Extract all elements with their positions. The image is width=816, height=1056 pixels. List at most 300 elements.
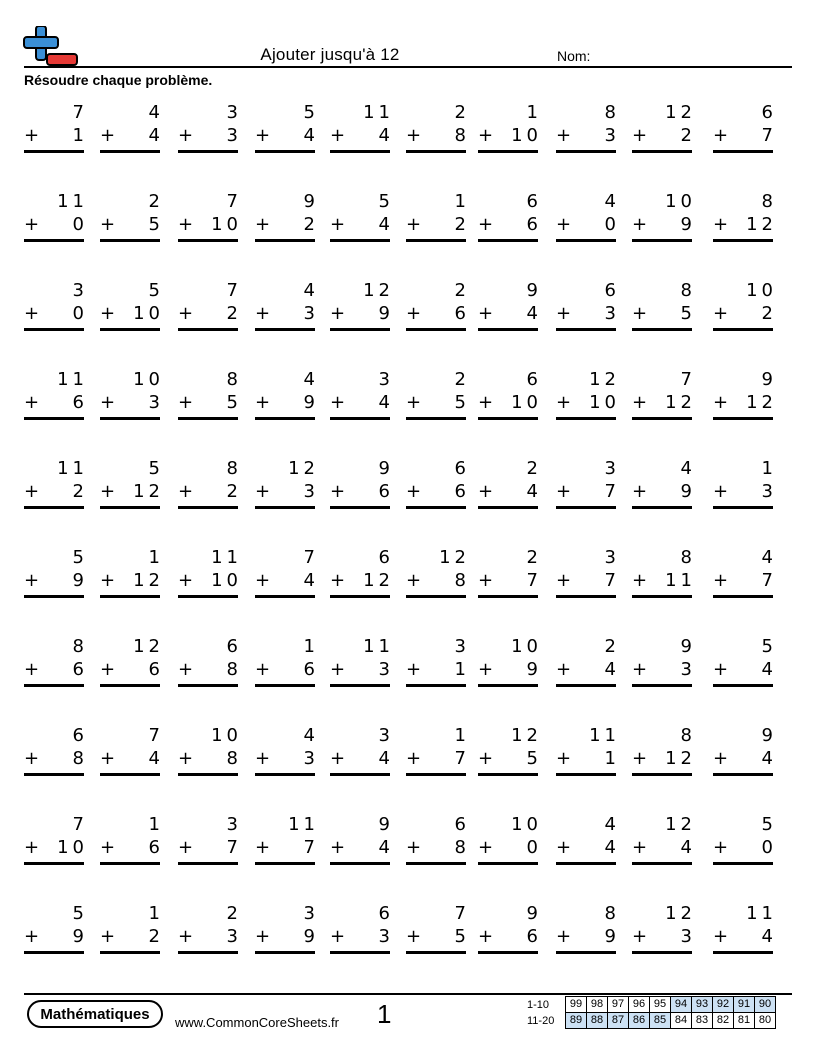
addend-bottom-line (478, 747, 542, 770)
plus-sign: + (330, 481, 346, 502)
addend-bottom: 4 (378, 837, 394, 858)
addition-problem (255, 101, 319, 161)
plus-sign: + (24, 214, 40, 235)
addend-top-line (406, 279, 470, 302)
addend-bottom: 9 (680, 214, 696, 235)
addition-problem (255, 457, 319, 517)
addition-problem (100, 368, 164, 428)
addition-problem (713, 279, 777, 339)
addend-bottom-line (713, 925, 777, 948)
answer-rule (178, 150, 238, 153)
addition-problem (478, 635, 542, 695)
answer-rule (406, 417, 466, 420)
plus-sign: + (100, 214, 116, 235)
answer-rule (478, 328, 538, 331)
answer-rule (255, 951, 315, 954)
addend-bottom: 3 (226, 926, 242, 947)
addend-bottom-line (178, 569, 242, 592)
addend-top-line (178, 190, 242, 213)
addend-top-line (100, 368, 164, 391)
answer-rule (406, 150, 466, 153)
addend-bottom: 0 (604, 214, 620, 235)
addend-bottom: 4 (378, 748, 394, 769)
addend-bottom-line (330, 124, 394, 147)
addend-bottom-line (100, 836, 164, 859)
addend-top-line (178, 813, 242, 836)
addition-problem (406, 546, 470, 606)
plus-sign: + (556, 125, 572, 146)
addend-bottom: 3 (303, 481, 319, 502)
addend-top-line (556, 101, 620, 124)
addend-bottom-line (478, 925, 542, 948)
addend-top-line (556, 813, 620, 836)
addend-top: 7 (680, 369, 696, 390)
addend-top: 7 (72, 814, 88, 835)
addend-top: 11 (211, 547, 242, 568)
addend-top-line (255, 101, 319, 124)
addend-bottom: 10 (211, 570, 242, 591)
addition-problem (478, 813, 542, 873)
addend-bottom-line (255, 925, 319, 948)
answer-rule (330, 684, 390, 687)
addend-top: 6 (604, 280, 620, 301)
addend-bottom-line (178, 391, 242, 414)
addend-bottom-line (100, 124, 164, 147)
plus-sign: + (713, 125, 729, 146)
answer-rule (100, 239, 160, 242)
plus-sign: + (24, 748, 40, 769)
addend-bottom-line (330, 480, 394, 503)
addend-bottom: 4 (303, 570, 319, 591)
addition-problem (632, 635, 696, 695)
addend-bottom-line (255, 480, 319, 503)
addition-problem (478, 190, 542, 250)
plus-sign: + (478, 659, 494, 680)
addend-top: 12 (665, 814, 696, 835)
addend-bottom: 10 (511, 392, 542, 413)
addition-problem (406, 457, 470, 517)
addition-problem (330, 279, 394, 339)
addend-top: 8 (680, 280, 696, 301)
addend-top-line (178, 368, 242, 391)
addend-top-line (632, 457, 696, 480)
addend-bottom-line (178, 213, 242, 236)
plus-sign: + (255, 303, 271, 324)
addend-top: 6 (226, 636, 242, 657)
addition-problem (632, 457, 696, 517)
addition-problem (478, 279, 542, 339)
addend-top-line (713, 190, 777, 213)
addend-bottom: 11 (665, 570, 696, 591)
score-cell: 88 (587, 1013, 608, 1029)
score-cell: 87 (608, 1013, 629, 1029)
addend-bottom-line (100, 925, 164, 948)
addend-top-line (632, 279, 696, 302)
addend-bottom: 8 (226, 748, 242, 769)
addend-bottom: 6 (72, 392, 88, 413)
addend-bottom-line (24, 480, 88, 503)
addend-bottom: 8 (226, 659, 242, 680)
plus-sign: + (178, 837, 194, 858)
score-row1-label: 1-10 (527, 999, 550, 1011)
addend-top: 5 (72, 547, 88, 568)
addend-top-line (713, 724, 777, 747)
addend-top: 11 (363, 636, 394, 657)
addend-bottom: 6 (303, 659, 319, 680)
addition-problem (24, 457, 88, 517)
addend-top: 2 (526, 547, 542, 568)
addend-top: 1 (454, 725, 470, 746)
addend-top: 3 (72, 280, 88, 301)
addend-bottom-line (178, 302, 242, 325)
addition-problem (632, 724, 696, 784)
addend-top-line (406, 457, 470, 480)
addend-bottom: 6 (454, 303, 470, 324)
answer-rule (24, 862, 84, 865)
addend-bottom: 9 (680, 481, 696, 502)
answer-rule (255, 506, 315, 509)
addition-problem (478, 902, 542, 962)
addend-bottom-line (632, 658, 696, 681)
score-cell: 86 (629, 1013, 650, 1029)
addend-bottom: 9 (303, 926, 319, 947)
answer-rule (178, 684, 238, 687)
addition-problem (178, 279, 242, 339)
addition-problem (556, 902, 620, 962)
addend-top-line (255, 724, 319, 747)
addend-bottom-line (406, 658, 470, 681)
plus-sign: + (406, 837, 422, 858)
addend-top-line (478, 279, 542, 302)
plus-sign: + (478, 748, 494, 769)
addend-top: 7 (226, 280, 242, 301)
answer-rule (406, 773, 466, 776)
addend-top-line (24, 368, 88, 391)
addend-bottom-line (330, 391, 394, 414)
addend-bottom-line (255, 302, 319, 325)
addition-problem (632, 546, 696, 606)
addition-problem (632, 813, 696, 873)
addend-top-line (713, 368, 777, 391)
answer-rule (478, 595, 538, 598)
addition-problem (406, 902, 470, 962)
answer-rule (330, 506, 390, 509)
answer-rule (556, 417, 616, 420)
plus-sign: + (632, 837, 648, 858)
answer-rule (100, 595, 160, 598)
addend-top: 5 (761, 636, 777, 657)
addend-bottom: 4 (761, 926, 777, 947)
addend-bottom-line (100, 747, 164, 770)
addition-problem (178, 813, 242, 873)
answer-rule (24, 951, 84, 954)
addend-bottom-line (330, 836, 394, 859)
answer-rule (632, 239, 692, 242)
addend-bottom-line (100, 569, 164, 592)
score-cell: 95 (650, 997, 671, 1013)
addend-bottom-line (406, 836, 470, 859)
addend-bottom-line (632, 213, 696, 236)
addend-top-line (406, 902, 470, 925)
answer-rule (255, 328, 315, 331)
addition-problem (713, 101, 777, 161)
addend-top: 3 (604, 458, 620, 479)
answer-rule (478, 862, 538, 865)
score-cell: 91 (734, 997, 755, 1013)
addition-problem (255, 546, 319, 606)
addend-top-line (255, 457, 319, 480)
addend-top: 9 (680, 636, 696, 657)
answer-rule (632, 595, 692, 598)
addend-bottom: 6 (148, 837, 164, 858)
addend-top-line (406, 635, 470, 658)
plus-sign: + (632, 659, 648, 680)
plus-sign: + (255, 125, 271, 146)
addition-problem (178, 101, 242, 161)
addend-top-line (178, 724, 242, 747)
addend-top-line (478, 724, 542, 747)
plus-sign: + (632, 214, 648, 235)
addend-top: 6 (378, 547, 394, 568)
addend-top-line (478, 635, 542, 658)
addend-bottom-line (713, 569, 777, 592)
addend-top: 5 (303, 102, 319, 123)
addend-bottom: 0 (761, 837, 777, 858)
plus-sign: + (330, 303, 346, 324)
addend-bottom-line (478, 569, 542, 592)
addend-bottom: 4 (680, 837, 696, 858)
addend-top: 9 (761, 369, 777, 390)
addend-bottom-line (556, 925, 620, 948)
addend-top: 5 (761, 814, 777, 835)
addend-top-line (255, 190, 319, 213)
addend-top-line (478, 546, 542, 569)
plus-sign: + (330, 570, 346, 591)
score-cell: 92 (713, 997, 734, 1013)
plus-sign: + (178, 926, 194, 947)
score-row2-label: 11-20 (527, 1015, 555, 1027)
addend-bottom-line (478, 480, 542, 503)
addend-bottom: 7 (604, 570, 620, 591)
addend-top-line (330, 190, 394, 213)
plus-sign: + (713, 837, 729, 858)
answer-rule (330, 862, 390, 865)
addend-bottom-line (330, 658, 394, 681)
addend-bottom: 7 (303, 837, 319, 858)
addend-top-line (632, 546, 696, 569)
addend-bottom: 5 (526, 748, 542, 769)
plus-sign: + (255, 659, 271, 680)
addend-bottom: 5 (454, 926, 470, 947)
addend-bottom-line (556, 836, 620, 859)
plus-sign: + (478, 303, 494, 324)
answer-rule (713, 862, 773, 865)
addend-top-line (556, 457, 620, 480)
plus-sign: + (406, 303, 422, 324)
addend-top: 3 (226, 814, 242, 835)
plus-sign: + (330, 214, 346, 235)
addend-top-line (406, 190, 470, 213)
addend-top: 8 (761, 191, 777, 212)
addend-top: 1 (526, 102, 542, 123)
addend-top-line (255, 813, 319, 836)
plus-sign: + (478, 837, 494, 858)
addend-top: 6 (761, 102, 777, 123)
addend-bottom-line (713, 480, 777, 503)
plus-sign: + (632, 570, 648, 591)
addend-bottom-line (406, 925, 470, 948)
addend-top-line (178, 635, 242, 658)
addend-bottom: 5 (454, 392, 470, 413)
addend-top-line (100, 635, 164, 658)
addend-top: 3 (454, 636, 470, 657)
addend-top-line (478, 101, 542, 124)
addend-top-line (178, 546, 242, 569)
addend-top-line (24, 635, 88, 658)
plus-sign: + (632, 481, 648, 502)
addend-top-line (178, 101, 242, 124)
addend-bottom-line (330, 925, 394, 948)
addend-bottom-line (330, 213, 394, 236)
addend-top-line (632, 635, 696, 658)
answer-rule (556, 773, 616, 776)
plus-sign: + (178, 125, 194, 146)
addend-top-line (632, 368, 696, 391)
addition-problem (255, 190, 319, 250)
answer-rule (255, 417, 315, 420)
addition-problem (713, 546, 777, 606)
addend-bottom-line (330, 747, 394, 770)
answer-rule (100, 951, 160, 954)
addend-bottom-line (406, 391, 470, 414)
plus-sign: + (24, 570, 40, 591)
addend-top: 4 (604, 191, 620, 212)
addend-bottom-line (24, 569, 88, 592)
addend-top: 7 (148, 725, 164, 746)
addend-top: 1 (148, 547, 164, 568)
addend-bottom: 3 (303, 748, 319, 769)
addend-bottom-line (556, 391, 620, 414)
addend-top: 12 (511, 725, 542, 746)
answer-rule (713, 150, 773, 153)
addend-top: 2 (526, 458, 542, 479)
plus-sign: + (178, 214, 194, 235)
answer-rule (330, 328, 390, 331)
addend-bottom-line (556, 213, 620, 236)
plus-sign: + (100, 303, 116, 324)
addend-top: 4 (761, 547, 777, 568)
answer-rule (255, 150, 315, 153)
addition-problem (713, 724, 777, 784)
addend-top: 3 (378, 369, 394, 390)
answer-rule (713, 595, 773, 598)
addend-top-line (556, 902, 620, 925)
addend-bottom-line (713, 658, 777, 681)
addend-bottom: 1 (454, 659, 470, 680)
plus-sign: + (632, 392, 648, 413)
answer-rule (255, 684, 315, 687)
answer-rule (255, 595, 315, 598)
answer-rule (478, 506, 538, 509)
plus-sign: + (632, 926, 648, 947)
answer-rule (713, 773, 773, 776)
addend-top-line (406, 813, 470, 836)
addition-problem (556, 279, 620, 339)
addend-top: 4 (604, 814, 620, 835)
plus-sign: + (556, 837, 572, 858)
score-cell: 81 (734, 1013, 755, 1029)
addend-bottom-line (24, 658, 88, 681)
addend-bottom-line (406, 302, 470, 325)
addend-bottom: 1 (604, 748, 620, 769)
addend-top: 12 (665, 102, 696, 123)
answer-rule (178, 417, 238, 420)
plus-sign: + (24, 659, 40, 680)
addend-top-line (556, 635, 620, 658)
addend-top-line (330, 457, 394, 480)
addition-problem (178, 546, 242, 606)
plus-sign: + (406, 659, 422, 680)
score-table (565, 996, 776, 1029)
addend-bottom-line (713, 302, 777, 325)
answer-rule (713, 239, 773, 242)
addend-bottom-line (406, 124, 470, 147)
addend-bottom-line (478, 658, 542, 681)
header-divider (24, 66, 792, 68)
addition-problem (330, 813, 394, 873)
answer-rule (100, 417, 160, 420)
addend-top-line (632, 190, 696, 213)
addend-top: 7 (72, 102, 88, 123)
addition-problem (406, 279, 470, 339)
addend-top: 6 (454, 814, 470, 835)
brand-badge: Mathématiques (27, 1000, 163, 1028)
score-cell: 84 (671, 1013, 692, 1029)
website-link[interactable]: www.CommonCoreSheets.fr (175, 1015, 339, 1030)
answer-rule (478, 684, 538, 687)
addition-problem (330, 457, 394, 517)
addend-bottom: 10 (211, 214, 242, 235)
addend-top: 3 (226, 102, 242, 123)
addend-top-line (330, 724, 394, 747)
answer-rule (255, 773, 315, 776)
answer-rule (24, 595, 84, 598)
addition-problem (255, 635, 319, 695)
addition-problem (100, 902, 164, 962)
page-number: 1 (377, 999, 392, 1029)
addition-problem (100, 813, 164, 873)
addend-top-line (556, 724, 620, 747)
addend-bottom: 9 (72, 926, 88, 947)
addition-problem (406, 190, 470, 250)
addition-problem (178, 635, 242, 695)
addend-bottom-line (255, 569, 319, 592)
footer-divider (24, 993, 792, 995)
addend-bottom-line (632, 124, 696, 147)
addend-top-line (255, 368, 319, 391)
addend-top: 2 (148, 191, 164, 212)
addend-top-line (478, 368, 542, 391)
plus-sign: + (713, 659, 729, 680)
plus-sign: + (100, 748, 116, 769)
addition-problem (178, 457, 242, 517)
plus-sign: + (24, 125, 40, 146)
answer-rule (632, 506, 692, 509)
addend-top: 7 (454, 903, 470, 924)
addition-problem (24, 635, 88, 695)
addition-problem (556, 724, 620, 784)
addend-bottom-line (632, 747, 696, 770)
